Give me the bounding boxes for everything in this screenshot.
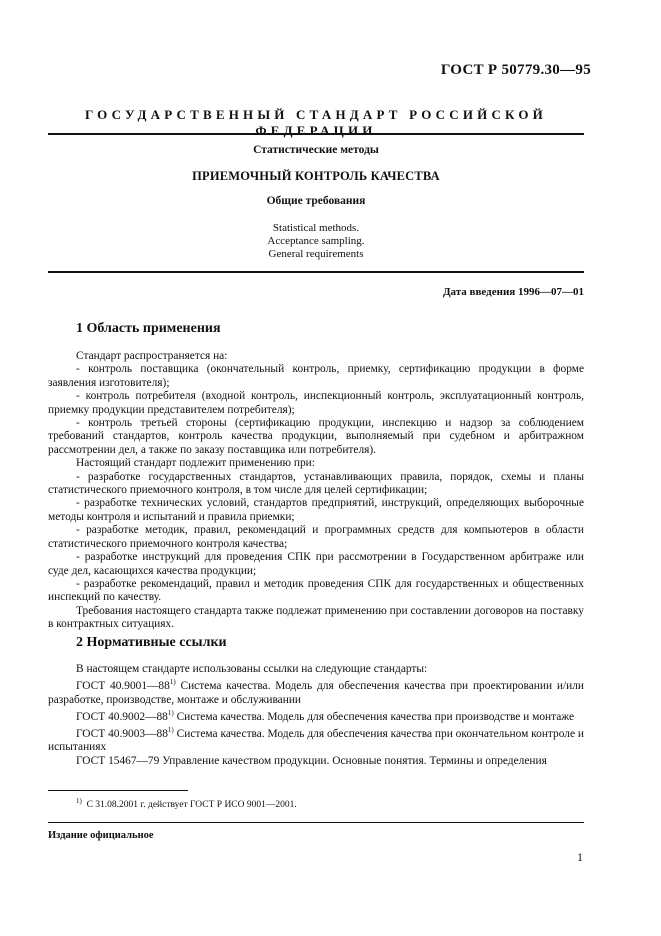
english-title-line: General requirements (268, 248, 364, 260)
reference-code: ГОСТ 15467—79 (76, 754, 160, 767)
footnote-text: С 31.08.2001 г. действует ГОСТ Р ИСО 9001—2001. (86, 800, 297, 811)
reference-code: ГОСТ 40.9001—88 (76, 680, 170, 693)
title-block-rule (48, 271, 584, 273)
list-item: - разработке государственных стандартов, устанавливающих правила, порядок, схемы и планы статистического приемочного контроля, в том числе для целей сертификации; (48, 470, 584, 497)
reference-text: Система качества. Модель для обеспечения качества при производстве и монтаже (176, 710, 575, 723)
official-edition-label: Издание официальное (48, 830, 154, 841)
paragraph: Настоящий стандарт подлежит применению при: (76, 457, 315, 470)
footnote-mark: 1) (167, 709, 174, 718)
document-subtitle: Общие требования (266, 195, 366, 207)
section-body-scope (48, 350, 584, 632)
list-item: - контроль потребителя (входной контроль, инспекционный контроль, эксплуатационный контроль, приемку продукции представителем потребителя); (48, 390, 584, 416)
state-standard-banner: ГОСУДАРСТВЕННЫЙ СТАНДАРТ РОССИЙСКОЙ ФЕДЕРАЦИИ (85, 107, 547, 138)
section-heading-references: 2 Нормативные ссылки (76, 635, 227, 650)
paragraph: Стандарт распространяется на: (76, 350, 228, 362)
reference-entry (48, 676, 584, 707)
footnote (76, 797, 297, 810)
series-title: Статистические методы (253, 144, 379, 156)
english-title (48, 222, 584, 261)
list-item: - контроль третьей стороны (сертификацию продукции, инспекцию и надзор за соблюдением требований стандартов, контроль качества продукции, выполняемый при судебном и арбитражном рассмотрении дел, а также по заказу поставщика или потребителя). (48, 417, 584, 456)
top-rule (48, 133, 584, 135)
footnote-mark: 1) (76, 797, 82, 805)
reference-entry (48, 724, 584, 755)
page-number: 1 (577, 850, 583, 864)
reference-code: ГОСТ 40.9002—88 (76, 710, 168, 723)
paragraph: В настоящем стандарте использованы ссылки на следующие стандарты: (76, 663, 428, 675)
english-title-line: Acceptance sampling. (267, 235, 365, 247)
footer-rule (48, 822, 584, 823)
list-item: - разработке методик, правил, рекомендаций и программных средств для компьютеров в области статистического приемочного контроля качества; (48, 524, 584, 550)
reference-entry (48, 755, 584, 768)
section-body-references (48, 663, 584, 768)
document-code: ГОСТ Р 50779.30—95 (440, 62, 591, 78)
list-item: - разработке технических условий, стандартов предприятий, инструкций, определяющих выборочные методы контроля и испытаний и правила приемки; (48, 497, 584, 523)
footnote-mark: 1) (167, 726, 174, 735)
footnote-mark: 1) (169, 678, 176, 687)
reference-text: Управление качеством продукции. Основные понятия. Термины и определения (162, 754, 547, 767)
section-heading-scope: 1 Область применения (76, 321, 221, 336)
reference-code: ГОСТ 40.9003—88 (76, 728, 168, 741)
reference-entry (48, 707, 584, 724)
list-item: - контроль поставщика (окончательный контроль, приемку, сертификацию продукции в форме заявления изготовителя); (48, 363, 584, 389)
reference-text: Система качества. Модель для обеспечения качества при проектировании и/или разработке, производстве, монтаже и обслуживании (48, 680, 584, 706)
reference-text: Система качества. Модель для обеспечения качества при окончательном контроле и испытаниях (48, 728, 584, 754)
list-item: - разработке инструкций для проведения СПК при рассмотрении в Государственном арбитраже или суде дел, касающихся качества продукции; (48, 551, 584, 577)
document-title: ПРИЕМОЧНЫЙ КОНТРОЛЬ КАЧЕСТВА (192, 169, 440, 183)
footnote-rule (48, 790, 188, 791)
paragraph: Требования настоящего стандарта также подлежат применению при составлении договоров на поставку в контрактных ситуациях. (48, 604, 584, 631)
english-title-line: Statistical methods. (272, 222, 360, 234)
introduction-date: Дата введения 1996—07—01 (442, 286, 584, 298)
list-item: - разработке рекомендаций, правил и методик проведения СПК для государственных и общественных инспекций по качеству. (48, 577, 584, 604)
